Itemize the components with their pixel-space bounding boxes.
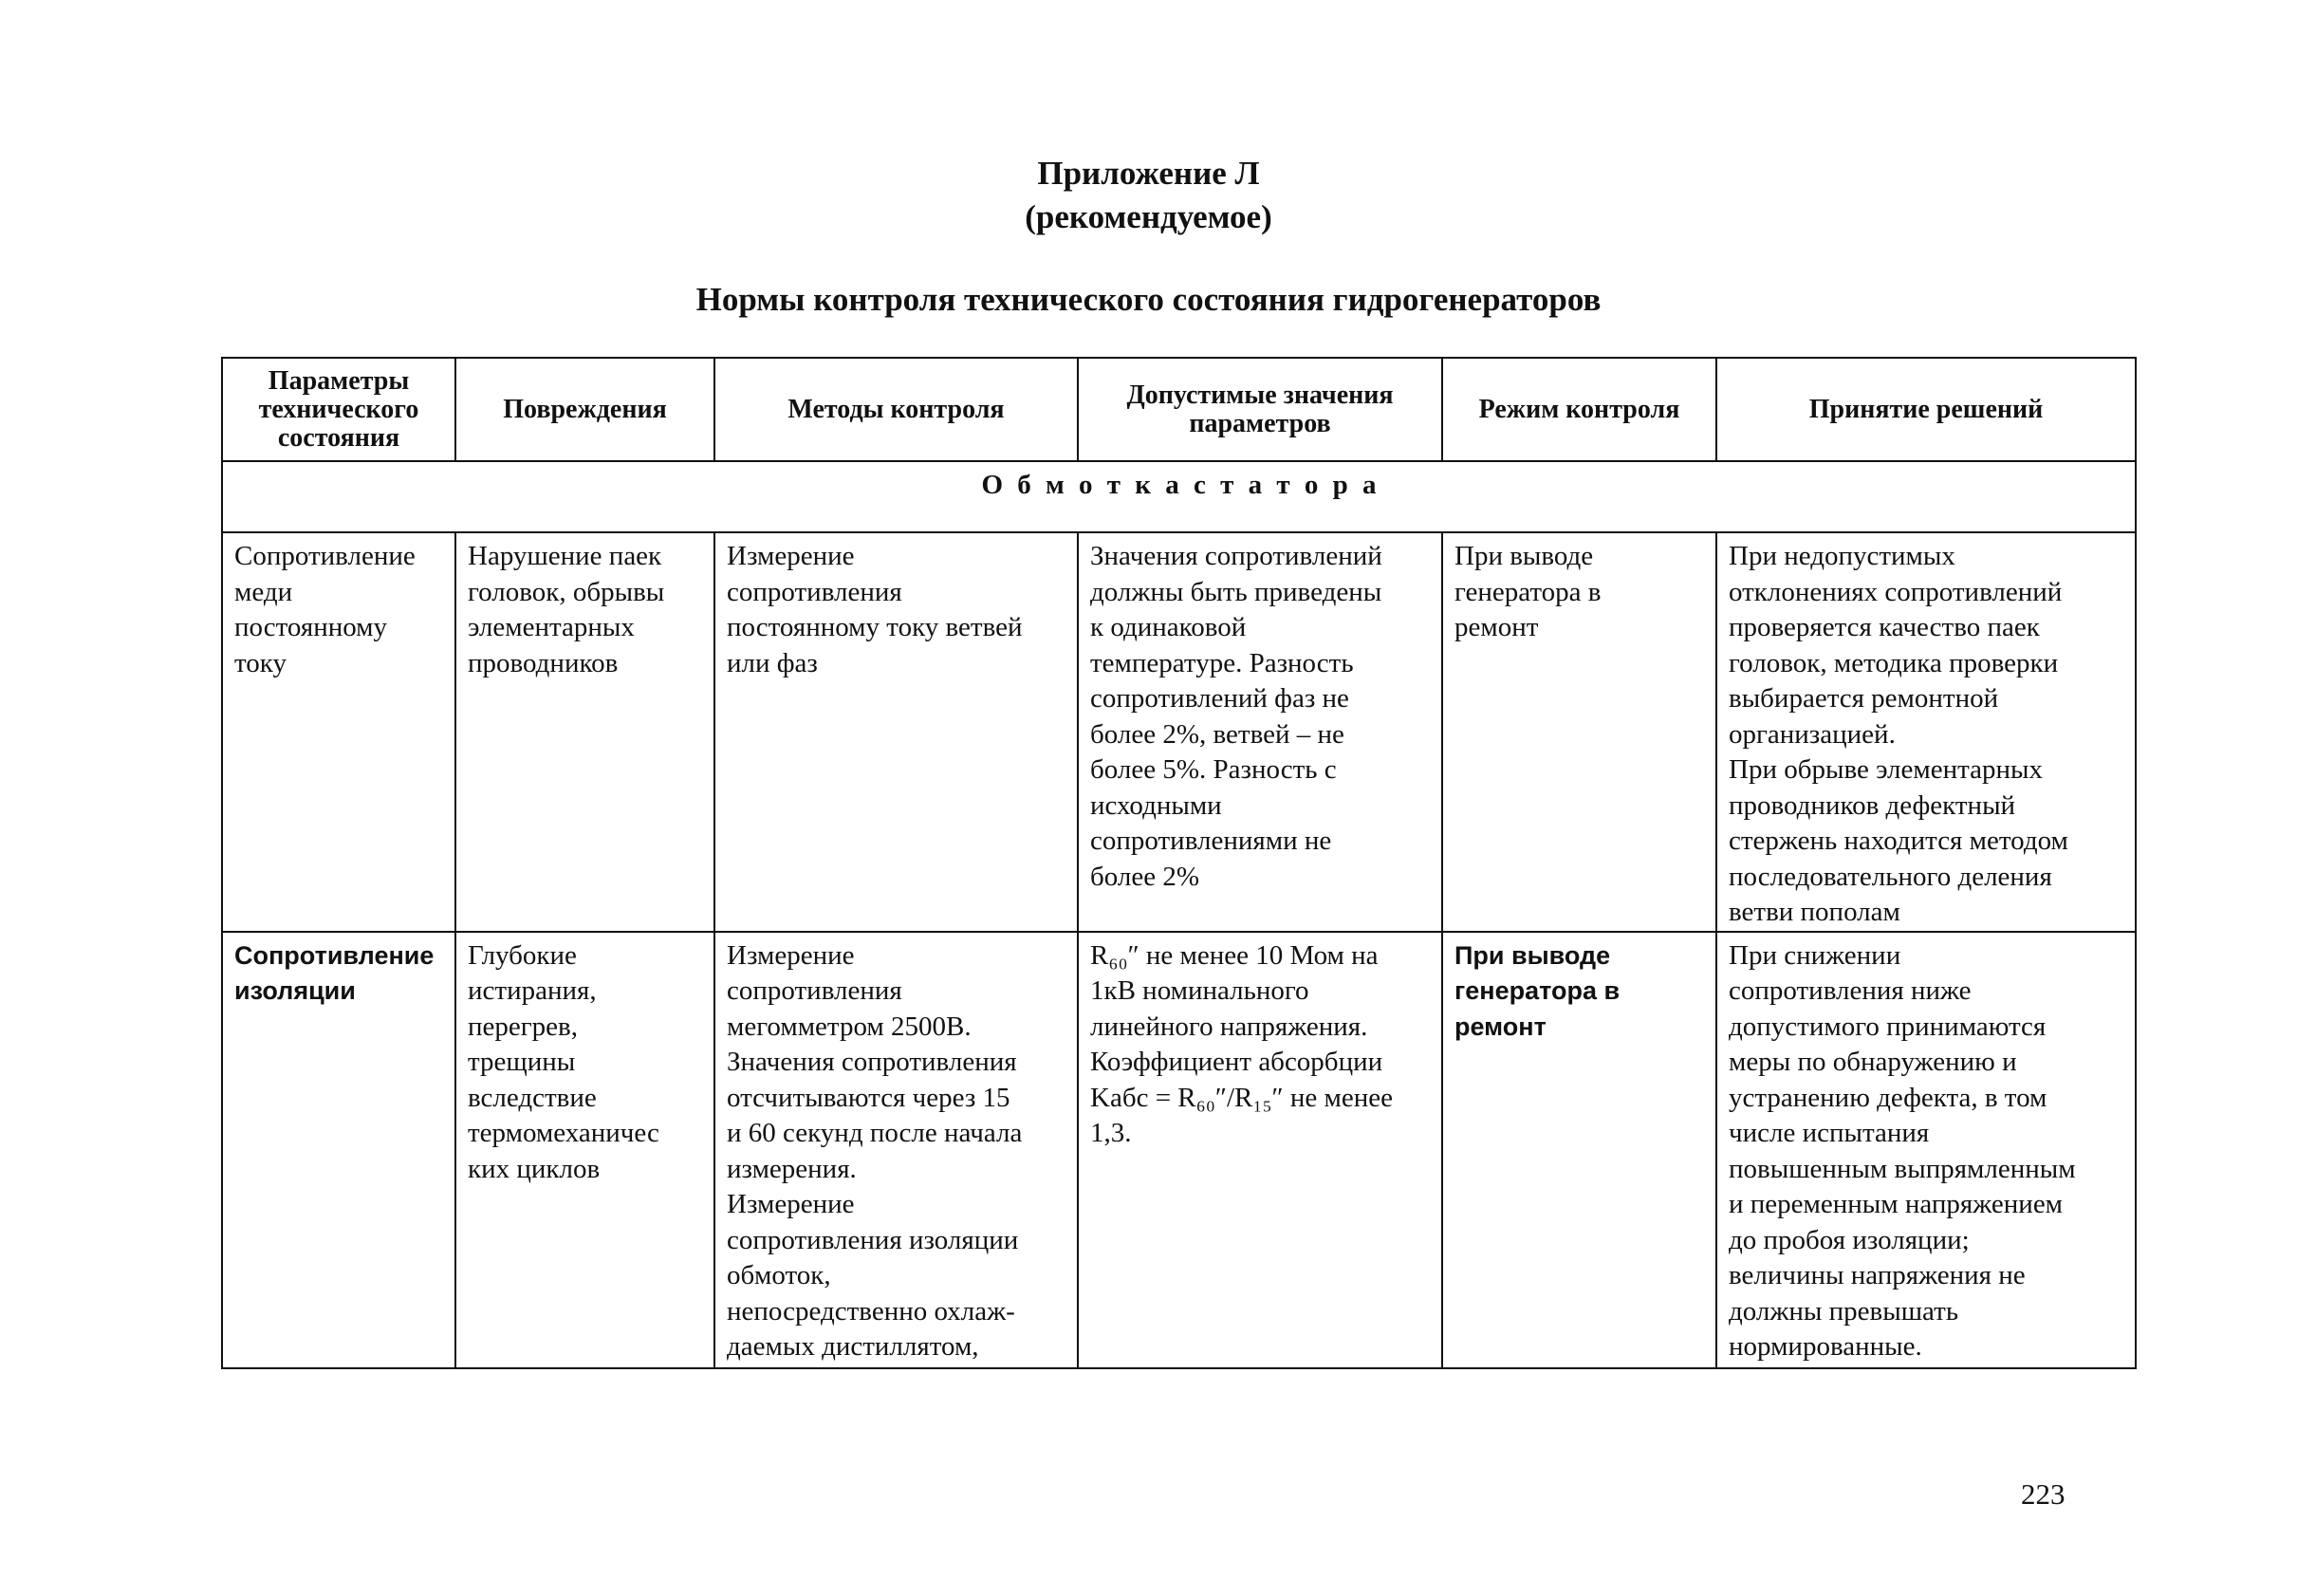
- cell-line: Глубокие: [468, 939, 577, 971]
- cell-line: головок, обрывы: [468, 576, 665, 607]
- cell-line: и переменным напряжением: [1729, 1189, 2064, 1219]
- cell-mode: [1442, 932, 1716, 1368]
- cell-damage: [455, 932, 714, 1368]
- column-header-allowed-values: Допустимые значения параметров: [1078, 358, 1442, 461]
- page-number: 223: [2021, 1477, 2065, 1511]
- cell-line: Коэффициент абсорбции: [1090, 1047, 1383, 1077]
- cell-damage: [455, 532, 714, 932]
- cell-allowed: [1078, 932, 1442, 1368]
- cell-line: более 2%: [1090, 861, 1199, 892]
- cell-line: 1кВ номинального: [1090, 975, 1309, 1006]
- cell-line: При снижении: [1729, 939, 1901, 971]
- document-title: Нормы контроля технического состояния гидрогенераторов: [695, 281, 1602, 318]
- cell-line: к одинаковой: [1090, 612, 1247, 642]
- cell-line: величины напряжения не: [1729, 1260, 2026, 1290]
- column-header-control-mode: Режим контроля: [1442, 358, 1716, 461]
- cell-line: до пробоя изоляции;: [1729, 1224, 1970, 1255]
- cell-line: более 2%, ветвей – не: [1090, 718, 1344, 750]
- cell-line: повышенным выпрямленным: [1729, 1153, 2076, 1184]
- cell-line: измерения.: [727, 1153, 857, 1184]
- table-row: [222, 532, 2136, 932]
- section-row: [222, 461, 2136, 532]
- cell-line: При недопустимых: [1729, 541, 1955, 571]
- cell-line: стержень находится методом: [1729, 826, 2068, 856]
- cell-line: ремонт: [1454, 1011, 1547, 1041]
- cell-line: должны быть приведены: [1090, 576, 1382, 607]
- cell-line: сопротивления: [727, 975, 902, 1006]
- cell-line: элементарных: [468, 612, 635, 642]
- cell-line: проводников: [468, 647, 619, 678]
- cell-line: генератора в: [1454, 576, 1602, 607]
- cell-line: генератора в: [1454, 976, 1621, 1005]
- section-title: [222, 461, 2136, 532]
- column-header-methods: Методы контроля: [714, 358, 1078, 461]
- cell-parameter: [222, 532, 455, 932]
- cell-line: числе испытания: [1729, 1118, 1930, 1148]
- cell-line: устранению дефекта, в том: [1729, 1082, 2047, 1113]
- cell-decision: [1716, 932, 2136, 1368]
- cell-line: сопротивления ниже: [1729, 975, 1972, 1006]
- cell-line: истирания,: [468, 975, 597, 1006]
- cell-line: организацией.: [1729, 718, 1896, 750]
- cell-line: последовательного деления: [1729, 861, 2052, 892]
- cell-line: Измерение: [727, 939, 855, 971]
- cell-line: сопротивлениями не: [1090, 826, 1332, 856]
- cell-line: сопротивления изоляции: [727, 1224, 1019, 1255]
- cell-line: ких циклов: [468, 1153, 601, 1184]
- cell-line: проверяется качество паек: [1729, 612, 2040, 642]
- cell-line: должны превышать: [1729, 1295, 1959, 1327]
- cell-line: даемых дистиллятом,: [727, 1331, 979, 1362]
- cell-line: термомеханичес: [468, 1118, 659, 1148]
- cell-line: меди: [234, 576, 293, 607]
- cell-line: При выводе: [1454, 541, 1594, 571]
- cell-line: постоянному току ветвей: [727, 612, 1023, 642]
- cell-line: перегрев,: [468, 1011, 578, 1042]
- appendix-status: (рекомендуемое): [1025, 198, 1272, 235]
- cell-allowed: [1078, 532, 1442, 932]
- cell-line: При выводе: [1454, 940, 1611, 970]
- cell-line: и 60 секунд после начала: [727, 1118, 1023, 1148]
- appendix-title: Приложение Л: [1037, 155, 1260, 192]
- cell-line: изоляции: [234, 976, 356, 1005]
- cell-methods: [714, 532, 1078, 932]
- cell-line: При обрыве элементарных: [1729, 754, 2044, 785]
- cell-line: 1,3.: [1090, 1118, 1132, 1148]
- cell-line: более 5%. Разность с: [1090, 754, 1337, 785]
- cell-line: непосредственно охлаж-: [727, 1295, 1015, 1327]
- cell-line: R₆₀″ не менее 10 Мом на: [1090, 939, 1379, 971]
- cell-line: сопротивлений фаз не: [1090, 683, 1349, 714]
- cell-line: Измерение: [727, 1189, 855, 1219]
- cell-line: току: [234, 647, 287, 678]
- cell-line: температуре. Разность: [1090, 647, 1354, 678]
- norms-table: [221, 357, 2137, 1369]
- cell-parameter: [222, 932, 455, 1368]
- table-header-row: [222, 358, 2136, 461]
- cell-line: нормированные.: [1729, 1331, 1922, 1362]
- cell-line: мегомметром 2500В.: [727, 1011, 972, 1042]
- cell-line: постоянному: [234, 612, 388, 642]
- cell-methods: [714, 932, 1078, 1368]
- cell-line: отсчитываются через 15: [727, 1082, 1010, 1113]
- cell-line: обмоток,: [727, 1260, 831, 1290]
- section-title-text: О б м о т к а с т а т о р а: [981, 470, 1377, 500]
- cell-line: линейного напряжения.: [1090, 1011, 1368, 1042]
- cell-line: выбирается ремонтной: [1729, 683, 1999, 714]
- cell-line: ремонт: [1454, 612, 1539, 642]
- cell-line: проводников дефектный: [1729, 789, 2016, 821]
- cell-line: Сопротивление: [234, 541, 416, 571]
- cell-line: головок, методика проверки: [1729, 647, 2059, 678]
- cell-line: допустимого принимаются: [1729, 1011, 2047, 1042]
- table-row: [222, 932, 2136, 1368]
- cell-line: сопротивления: [727, 576, 902, 607]
- cell-line: Значения сопротивлений: [1090, 541, 1382, 571]
- cell-line: исходными: [1090, 789, 1222, 821]
- cell-mode: [1442, 532, 1716, 932]
- cell-line: ветви пополам: [1729, 897, 1900, 927]
- cell-line: отклонениях сопротивлений: [1729, 576, 2063, 607]
- cell-line: Измерение: [727, 541, 855, 571]
- column-header-decisions: Принятие решений: [1716, 358, 2136, 461]
- cell-line: трещины: [468, 1047, 576, 1077]
- column-header-parameters: Параметры технического состояния: [222, 358, 455, 461]
- cell-line: или фаз: [727, 647, 818, 678]
- cell-line: меры по обнаружению и: [1729, 1047, 2017, 1077]
- cell-line: Значения сопротивления: [727, 1047, 1017, 1077]
- cell-line: вследствие: [468, 1082, 597, 1113]
- column-header-damage: Повреждения: [455, 358, 714, 461]
- cell-line: Сопротивление: [234, 940, 435, 970]
- cell-line: Нарушение паек: [468, 541, 662, 571]
- cell-line: Kабс = R₆₀″/R₁₅″ не менее: [1090, 1082, 1394, 1113]
- cell-decision: [1716, 532, 2136, 932]
